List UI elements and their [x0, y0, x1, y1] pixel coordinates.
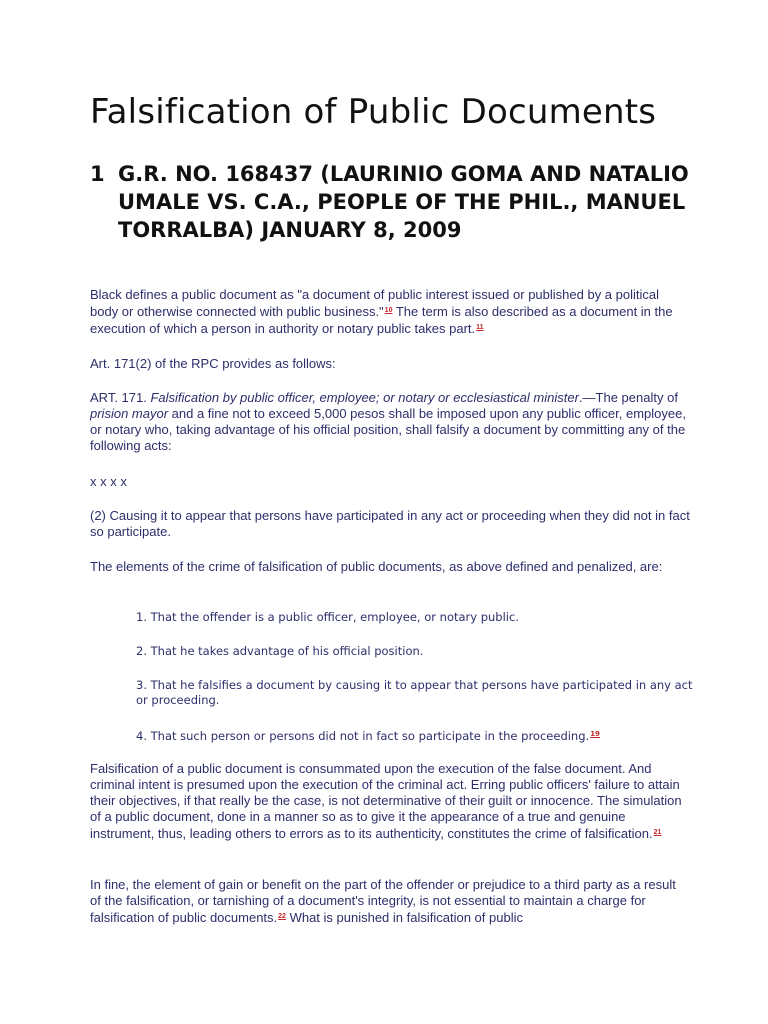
p4-text: x x x x [90, 474, 127, 489]
heading-text: G.R. NO. 168437 (LAURINIO GOMA AND NATALIO UMALE VS. C.A., PEOPLE OF THE PHIL., MANUEL TORRALBA) JANUARY 8, 2009 [118, 162, 689, 242]
element-item-1 [136, 610, 696, 625]
element-item-text: 4. That such person or persons did not in fact so participate in the proceeding. [136, 729, 590, 743]
footnote-link-10[interactable]: 10 [384, 307, 393, 314]
p3-text-a: ART. 171. [90, 390, 151, 405]
paragraph-elements-intro [90, 559, 690, 575]
paragraph-public-document-definition [90, 287, 690, 337]
paragraph-in-fine [90, 877, 690, 926]
element-item-4 [136, 727, 696, 744]
paragraph-consummation [90, 761, 690, 842]
document-title: Falsification of Public Documents [90, 92, 657, 132]
footnote-link-21[interactable]: 21 [653, 829, 662, 836]
p1-text-b: The term is also described as a document in the execution of which a person in authority or notary public takes part. [90, 304, 673, 336]
p2-text: Art. 171(2) of the RPC provides as follows: [90, 356, 336, 371]
element-item-text: 1. That the offender is a public officer, employee, or notary public. [136, 610, 519, 624]
p8-text-a: In fine, the element of gain or benefit on the part of the offender or prejudice to a third party as a result of the falsification, or tarnishing of a document's integrity, is not essential to maintain a charge for falsification of public documents. [90, 877, 676, 925]
p3-text-c: and a fine not to exceed 5,000 pesos shall be imposed upon any public officer, employee, or notary who, taking advantage of his official position, shall falsify a document by committing any of the following acts: [90, 406, 686, 453]
case-heading [90, 160, 700, 244]
element-item-2 [136, 644, 696, 659]
footnote-link-19[interactable]: 19 [590, 730, 600, 738]
p6-text: The elements of the crime of falsification of public documents, as above defined and penalized, are: [90, 559, 663, 574]
element-item-text: 3. That he falsifies a document by causing it to appear that persons have participated in any act or proceeding. [136, 678, 693, 707]
paragraph-art-171 [90, 390, 690, 454]
paragraph-art-171-intro [90, 356, 690, 372]
p5-text: (2) Causing it to appear that persons have participated in any act or proceeding when they did not in fact so participate. [90, 508, 690, 539]
p1-text-a: Black defines a public document as "a document of public interest issued or published by a political body or otherwise connected with public business." [90, 287, 659, 319]
p8-text-b: What is punished in falsification of public [285, 910, 523, 925]
p3-italic-title: Falsification by public officer, employee; or notary or ecclesiastical minister [150, 390, 579, 405]
p3-text-b: .—The penalty of [578, 390, 678, 405]
paragraph-omission [90, 474, 690, 490]
footnote-link-11[interactable]: 11 [476, 324, 484, 331]
heading-number: 1 [90, 162, 105, 186]
paragraph-act-2 [90, 508, 690, 540]
element-item-3 [136, 678, 696, 708]
p7-text: Falsification of a public document is consummated upon the execution of the false document. And criminal intent is presumed upon the execution of the criminal act. Erring public officers' failure to attain their objectives, if that really be the case, is not determinative of their guilt or innocence. The simulation of a public document, done in a manner so as to give it the appearance of a true and genuine instrument, thus, leading others to errors as to its authenticity, constitutes the crime of falsification. [90, 761, 682, 841]
element-item-text: 2. That he takes advantage of his official position. [136, 644, 424, 658]
p3-italic-prision-mayor: prision mayor [90, 406, 169, 421]
footnote-link-22[interactable]: 22 [278, 913, 286, 920]
